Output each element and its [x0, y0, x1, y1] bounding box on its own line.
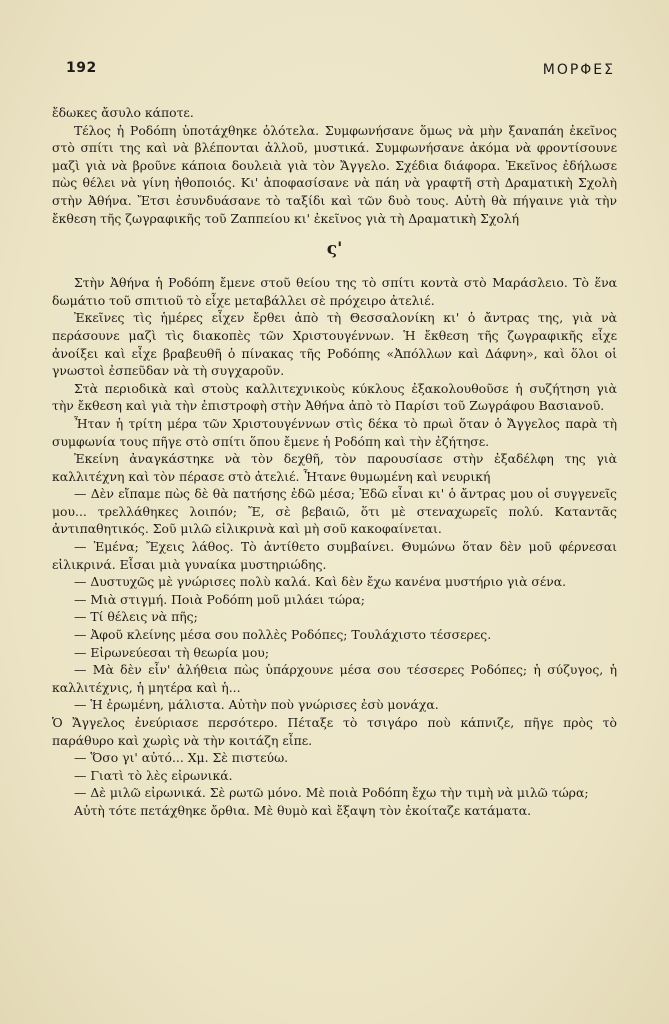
body-text — [52, 104, 617, 820]
paragraph: Ἦταν ἡ τρίτη μέρα τῶν Χριστουγέννων στὶς δέκα τὸ πρωὶ ὅταν ὁ Ἄγγελος παρὰ τὴ συμφωνία τους πῆγε στὸ σπίτι ὅπου ἔμενε ἡ Ροδόπη καὶ τὴν ἐζήτησε. — [52, 415, 617, 449]
paragraph: ἔδωκες ἄσυλο κάποτε. — [52, 105, 194, 120]
dialogue-line: — Δὲ μιλῶ εἰρωνικά. Σὲ ρωτῶ μόνο. Μὲ ποιὰ Ροδόπη ἔχω τὴν τιμὴ νὰ μιλῶ τώρα; — [74, 785, 589, 801]
dialogue-line: — Ἀφοῦ κλείνης μέσα σου πολλὲς Ροδόπες; Τουλάχιστο τέσσερες. — [74, 627, 492, 643]
dialogue-line: — Δὲν εἴπαμε πὼς δὲ θὰ πατήσης ἐδῶ μέσα; Ἐδῶ εἶναι κι' ὁ ἄντρας μου οἱ συγγενεῖς μου... τρελλάθηκες λοιπόν; Ἔ, σὲ βεβαιῶ, ὅτι μὲ στεναχωρεῖς πολύ. Καταντᾶς ἀντιπαθητικός. Σοῦ μιλῶ εἰλικρινὰ καὶ μὴ σοῦ κακοφαίνεται. — [52, 486, 617, 537]
paragraph: Στὴν Ἀθήνα ἡ Ροδόπη ἔμενε στοῦ θείου της τὸ σπίτι κοντὰ στὸ Μαράσλειο. Τὸ ἕνα δωμάτιο τοῦ σπιτιοῦ τὸ εἶχε μεταβάλλει σὲ πρόχειρο ἀτελιέ. — [52, 275, 617, 308]
section-number: ς' — [326, 239, 343, 260]
paragraph: Ἐκεῖνες τὶς ἡμέρες εἶχεν ἔρθει ἀπὸ τὴ Θεσσαλονίκη κι' ὁ ἄντρας της, γιὰ νὰ περάσουνε μαζὶ τὶς διακοπὲς τῶν Χριστουγέννων. Ἡ ἔκθεση τῆς ζωγραφικῆς εἶχε ἀνοίξει καὶ εἶχε βραβευθῆ ὁ πίνακας τῆς Ροδόπης «Ἀπόλλων καὶ Δάφνη», καὶ ὅλοι οἱ γνωστοὶ ἐσπεῦδαν νὰ τὴ συγχαροῦν. — [52, 310, 617, 379]
dialogue-line: — Μιὰ στιγμή. Ποιὰ Ροδόπη μοῦ μιλάει τώρα; — [74, 591, 365, 607]
dialogue-line: — Γιατὶ τὸ λὲς εἰρωνικά. — [74, 767, 233, 783]
dialogue-line: — Εἰρωνεύεσαι τὴ θεωρία μου; — [74, 644, 270, 660]
paragraph: Τέλος ἡ Ροδόπη ὑποτάχθηκε ὁλότελα. Συμφωνήσανε ὅμως νὰ μὴν ξαναπάη ἐκεῖνος στὸ σπίτι της καὶ νὰ βλέπονται ἀλλοῦ, μυστικά. Συμφωνήσανε ἀκόμα νὰ φροντίσουνε μαζὶ γιὰ νὰ βροῦνε κάποια δουλειὰ γιὰ τὸν Ἄγγελο. Σχέδια διάφορα. Ἐκεῖνος ἐδήλωσε πὼς θέλει νὰ γίνη ἠθοποιός. Κι' ἀποφασίσανε νὰ πάη νὰ γραφτῆ στὴ Δραματικὴ Σχολὴ στὴν Ἀθήνα. Ἔτσι ἐσυνδυάσανε τὸ ταξίδι καὶ τῶν δυὸ τους. Αὐτὴ θὰ πήγαινε γιὰ τὴν ἔκθεση τῆς ζωγραφικῆς τοῦ Ζαππείου κι' ἐκεῖνος γιὰ τὴ Δραματικὴ Σχολή — [52, 122, 617, 226]
paragraph: Αὐτὴ τότε πετάχθηκε ὄρθια. Μὲ θυμὸ καὶ ἔξαψη τὸν ἐκοίταζε κατάματα. — [74, 802, 532, 818]
page-number: 192 — [66, 60, 97, 76]
paragraph: Στὰ περιοδικὰ καὶ στοὺς καλλιτεχνικοὺς κύκλους ἐξακολουθοῦσε ἡ συζήτηση γιὰ τὴν ἔκθεση καὶ γιὰ τὴν ἐπιστροφὴ στὴν Ἀθήνα ἀπὸ τὸ Παρίσι τοῦ Ζωγράφου Βασιανοῦ. — [52, 380, 617, 414]
paragraph: Ὁ Ἄγγελος ἐνεύριασε περσότερο. Πέταξε τὸ τσιγάρο ποὺ κάπνιζε, πῆγε πρὸς τὸ παράθυρο καὶ χωρὶς νὰ τὴν κοιτάζη εἶπε. — [52, 715, 617, 748]
running-title: ΜΟΡΦΕΣ — [542, 62, 615, 78]
dialogue-line: — Ὅσο γι' αὐτό... Χμ. Σὲ πιστεύω. — [74, 750, 289, 766]
dialogue-line: — Δυστυχῶς μὲ γνώρισες πολὺ καλά. Καὶ δὲν ἔχω κανένα μυστήριο γιὰ σένα. — [74, 574, 567, 590]
paragraph: Ἐκείνη ἀναγκάστηκε νὰ τὸν δεχθῆ, τὸν παρουσίασε στὴν ἐξαδέλφη της γιὰ καλλιτέχνη καὶ τὸν πέρασε στὸ ἀτελιέ. Ἦτανε θυμωμένη καὶ νευρική — [52, 451, 617, 484]
dialogue-line: — Ἐμένα; Ἔχεις λάθος. Τὸ ἀντίθετο συμβαίνει. Θυμώνω ὅταν δὲν μοῦ φέρνεσαι εἰλικρινά. Εἶσαι μιὰ γυναίκα μυστηριώδης. — [52, 539, 617, 572]
dialogue-line: — Τί θέλεις νὰ πῆς; — [74, 609, 198, 625]
dialogue-line: — Ἡ ἐρωμένη, μάλιστα. Αὐτὴν ποὺ γνώρισες ἐσὺ μονάχα. — [74, 697, 439, 713]
dialogue-line: — Μὰ δὲν εἶν' ἀλήθεια πὼς ὑπάρχουνε μέσα σου τέσσερες Ροδόπες; ἡ σύζυγος, ἡ καλλιτέχνις, ἡ μητέρα καὶ ἡ... — [52, 662, 617, 695]
